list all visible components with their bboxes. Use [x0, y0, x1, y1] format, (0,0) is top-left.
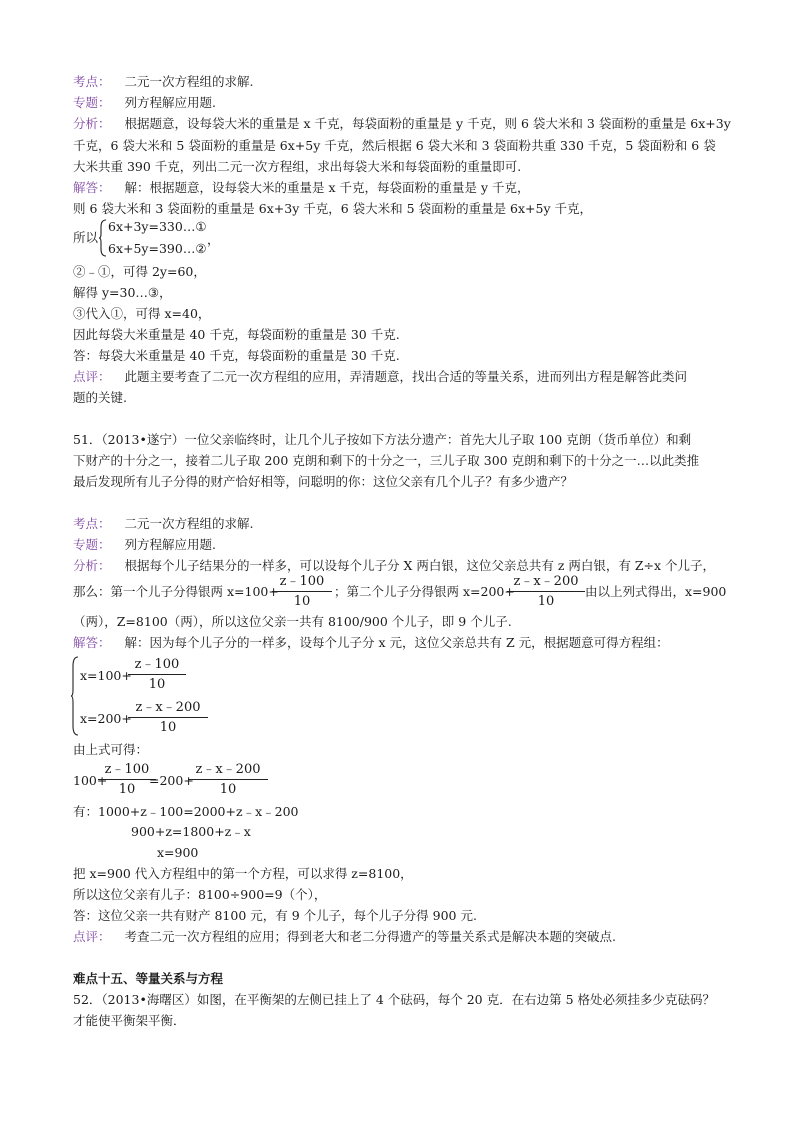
- fenxi-label: 分析：: [73, 558, 111, 573]
- q51-fenxi-line-1: [73, 558, 715, 574]
- q51-answer: 答：这位父亲一共有财产 8100 元，有 9 个儿子，每个儿子分得 900 元.: [73, 908, 477, 923]
- dianping-text: 考查二元一次方程组的应用；得到老大和老二分得遗产的等量关系式是解决本题的突破点.: [124, 929, 616, 944]
- dianping-label: 点评：: [73, 369, 111, 384]
- eqA-numerator-2: z﹣x﹣200: [188, 762, 268, 780]
- q51-kaodian-line: [73, 516, 254, 532]
- fenxi-2b: ；第二个儿子分得银两 x=200+: [334, 584, 515, 599]
- zhuanti-label: 专题：: [73, 95, 111, 110]
- equation-2: 6x+5y=390…②: [108, 241, 207, 256]
- suoyi-text: 所以: [73, 230, 99, 245]
- q50-step-2: 解得 y=30…③，: [73, 285, 172, 300]
- system-brace-2: [70, 656, 80, 736]
- fraction-2-numerator: z﹣x﹣200: [507, 574, 585, 592]
- kaodian-label: 考点：: [73, 516, 111, 531]
- equation-comma: ，: [207, 232, 220, 247]
- q51-jieda-line-1: [73, 635, 669, 651]
- q51-question-line-1: 51．（2013•遂宁）一位父亲临终时，让几个儿子按如下方法分遗产：首先大儿子取 100 克朗（货币单位）和剩: [73, 432, 692, 447]
- q51-question-line-3: 最后发现所有儿子分得的财产恰好相等，问聪明的你：这位父亲有几个儿子？有多少遗产？: [73, 474, 574, 489]
- q50-dianping-line-2: 题的关键.: [73, 390, 127, 405]
- q50-answer: 答：每袋大米重量是 40 千克，每袋面粉的重量是 30 千克.: [73, 348, 400, 363]
- system-eq1-numerator: z﹣100: [128, 657, 186, 675]
- q51-fenxi-line-3: （两），Z=8100（两），所以这位父亲一共有 8100/900 个儿子，即 9 个儿子.: [73, 614, 512, 629]
- fraction-1-denominator: 10: [293, 594, 311, 609]
- zhuanti-label: 专题：: [73, 537, 111, 552]
- q50-step-4: 因此每袋大米重量是 40 千克，每袋面粉的重量是 30 千克.: [73, 327, 400, 342]
- dianping-label: 点评：: [73, 929, 111, 944]
- jieda-label: 解答：: [73, 180, 111, 195]
- sons-line: 所以这位父亲有儿子：8100÷900=9（个），: [73, 887, 327, 902]
- q50-step-3: ③代入①，可得 x=40，: [73, 306, 211, 321]
- section-title: 难点十五、等量关系与方程: [73, 971, 224, 986]
- fenxi-2c: 由以上列式得出，x=900: [585, 584, 727, 599]
- system-eq1-fraction: [128, 657, 186, 692]
- kaodian-text: 二元一次方程组的求解.: [124, 516, 254, 531]
- eqA-fraction-2: [188, 762, 268, 797]
- fenxi-text-1: 根据每个儿子结果分的一样多，可以设每个儿子分 X 两白银，这位父亲总共有 z 两白银，有 Z÷x 个儿子，: [124, 558, 716, 573]
- q50-step-1: ②﹣①，可得 2y=60，: [73, 264, 206, 279]
- have-line-1: 有：1000+z﹣100=2000+z﹣x﹣200: [73, 804, 299, 819]
- jieda-text-1: 解：因为每个儿子分的一样多，设每个儿子分 x 元，这位父亲总共有 Z 元，根据题意可得方程组：: [124, 635, 669, 650]
- eqA-left: 100+: [73, 773, 108, 788]
- q50-fenxi-line-2: 千克，6 袋大米和 5 袋面粉的重量是 6x+5y 千克，然后根据 6 袋大米和 3 袋面粉共重 330 千克，5 袋面粉和 6 袋: [73, 138, 716, 153]
- q50-fenxi-line-1: [73, 116, 731, 132]
- have-line-2: 900+z=1800+z﹣x: [131, 824, 251, 839]
- system-eq2-left: x=200+: [80, 711, 132, 726]
- system-brace-1: [98, 219, 108, 257]
- system-eq1-denominator: 10: [148, 677, 166, 692]
- q50-kaodian-line: [73, 74, 254, 90]
- kaodian-text: 二元一次方程组的求解.: [124, 74, 254, 89]
- zhuanti-text: 列方程解应用题.: [124, 537, 216, 552]
- from-above-text: 由上式可得：: [73, 742, 149, 757]
- q50-fenxi-line-3: 大米共重 390 千克，列出二元一次方程组，求出每袋大米和每袋面粉的重量即可.: [73, 159, 522, 174]
- substitute-line: 把 x=900 代入方程组中的第一个方程，可以求得 z=8100，: [73, 866, 413, 881]
- eqA-denominator-1: 10: [118, 782, 136, 797]
- fraction-1: [272, 574, 332, 609]
- q50-line-2: 则 6 袋大米和 3 袋面粉的重量是 6x+3y 千克，6 袋大米和 5 袋面粉的重量是 6x+5y 千克，: [73, 201, 593, 216]
- q50-zhuanti-line: [73, 95, 216, 111]
- fraction-2-denominator: 10: [537, 594, 555, 609]
- system-eq2-fraction: [128, 700, 208, 735]
- q50-jieda-line-1: [73, 180, 530, 196]
- eqA-fraction-1: [98, 762, 156, 797]
- have-line-3: x=900: [157, 845, 199, 860]
- equation-1: 6x+3y=330…①: [108, 219, 207, 234]
- fenxi-label: 分析：: [73, 116, 111, 131]
- fenxi-text-1: 根据题意，设每袋大米的重量是 x 千克，每袋面粉的重量是 y 千克，则 6 袋大米和 3 袋面粉的重量是 6x+3y: [124, 116, 731, 131]
- eqA-mid: =200+: [149, 773, 194, 788]
- fraction-1-numerator: z﹣100: [272, 574, 332, 592]
- fraction-2: [507, 574, 585, 609]
- eqA-numerator-1: z﹣100: [98, 762, 156, 780]
- q52-line-2: 才能使平衡架平衡．: [73, 1013, 186, 1028]
- jieda-text-1: 解：根据题意，设每袋大米的重量是 x 千克，每袋面粉的重量是 y 千克，: [124, 180, 530, 195]
- dianping-text-1: 此题主要考查了二元一次方程组的应用，弄清题意，找出合适的等量关系，进而列出方程是解答此类问: [124, 369, 688, 384]
- kaodian-label: 考点：: [73, 74, 111, 89]
- system-eq2-denominator: 10: [159, 720, 177, 735]
- fenxi-2a: 那么：第一个儿子分得银两 x=100+: [73, 584, 279, 599]
- q52-line-1: 52．（2013•海曙区）如图，在平衡架的左侧已挂上了 4 个砝码，每个 20 克．在右边第 5 格处必须挂多少克砝码？: [73, 992, 715, 1007]
- q51-dianping-line: [73, 929, 616, 945]
- q51-question-line-2: 下财产的十分之一，接着二儿子取 200 克朗和剩下的十分之一，三儿子取 300 克朗和剩下的十分之一…以此类推: [73, 453, 700, 468]
- jieda-label: 解答：: [73, 635, 111, 650]
- q51-zhuanti-line: [73, 537, 216, 553]
- zhuanti-text: 列方程解应用题.: [124, 95, 216, 110]
- system-eq2-numerator: z﹣x﹣200: [128, 700, 208, 718]
- eqA-denominator-2: 10: [219, 782, 237, 797]
- q50-dianping-line-1: [73, 369, 687, 385]
- system-eq1-left: x=100+: [80, 668, 132, 683]
